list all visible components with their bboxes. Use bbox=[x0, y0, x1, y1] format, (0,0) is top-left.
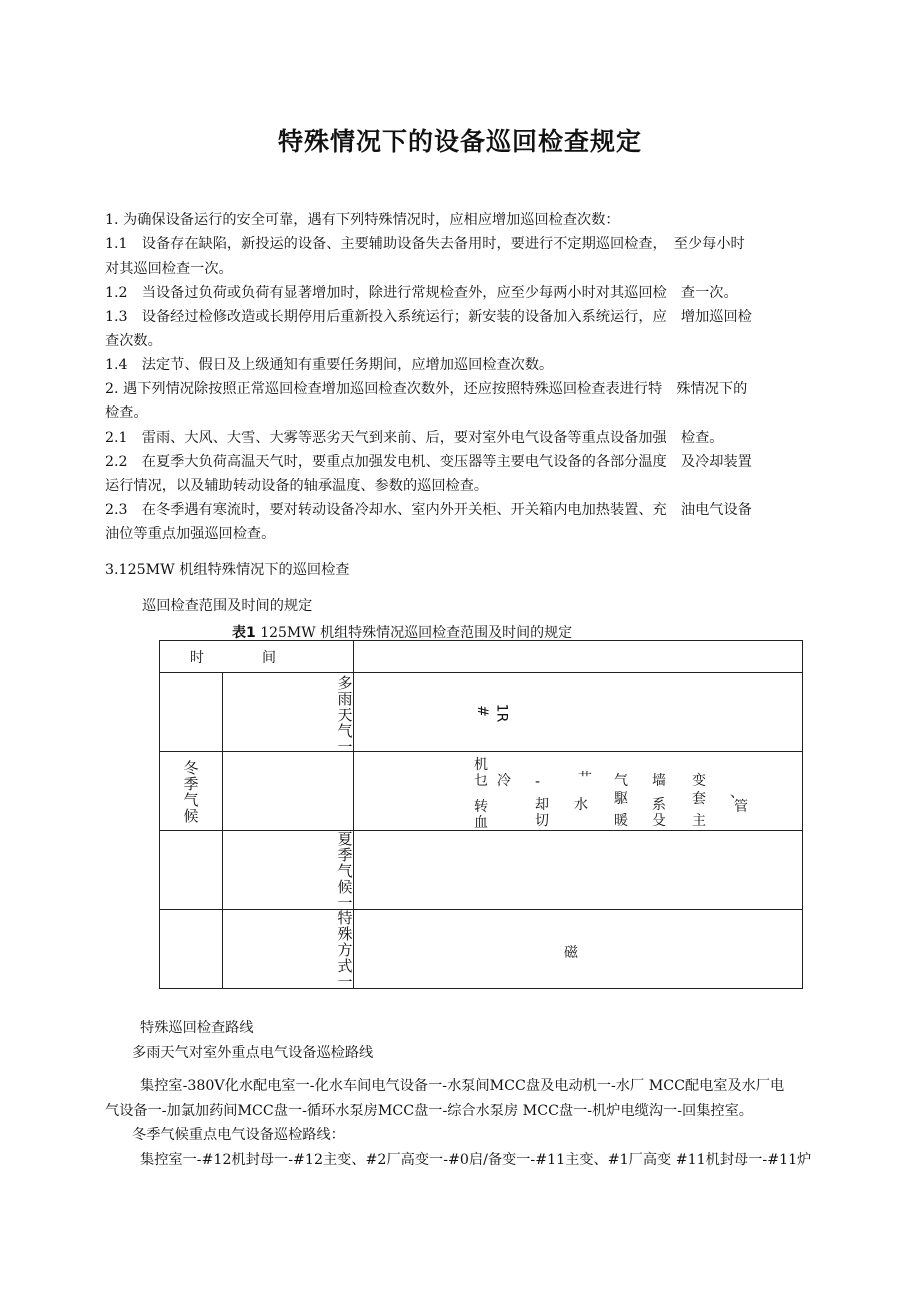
table-row bbox=[160, 831, 803, 910]
row-label-rain: 多雨天气一 bbox=[337, 674, 353, 756]
table-row bbox=[160, 673, 803, 752]
row-label-cell bbox=[160, 752, 223, 831]
winter-glyph: 冷 bbox=[497, 773, 511, 789]
winter-glyph: 变 bbox=[692, 773, 706, 789]
table-caption-label: 表1 bbox=[232, 625, 256, 641]
winter-glyph: - bbox=[535, 774, 541, 790]
inspection-table bbox=[159, 640, 803, 989]
winter-glyph: 管 bbox=[734, 799, 748, 815]
winter-glyph: 墙 bbox=[652, 773, 666, 789]
row-blank-cell bbox=[160, 831, 223, 910]
table-caption-text: 125MW 机组特殊情况巡回检查范围及时间的规定 bbox=[255, 625, 573, 641]
special-glyph: 磁 bbox=[564, 945, 578, 961]
page-title: 特殊情况下的设备巡回检查规定 bbox=[277, 127, 642, 156]
paragraph-2-3-line1: 2.3 在冬季遇有寒流时，要对转动设备冷却水、室内外开关柜、开关箱内电加热装置、充 油电气设备 bbox=[105, 502, 752, 518]
row-blank-cell bbox=[223, 752, 354, 831]
rain-route-title: 多雨天气对室外重点电气设备巡检路线 bbox=[132, 1045, 374, 1061]
paragraph-1-3-line1: 1.3 设备经过检修改造或长期停用后重新投入系统运行；新安装的设备加入系统运行，应 增加巡回检 bbox=[105, 309, 752, 325]
winter-glyph: 系 bbox=[652, 797, 666, 813]
winter-glyph: 切 bbox=[535, 813, 549, 829]
table-row bbox=[160, 752, 803, 831]
paragraph-2-2-line2: 运行情况，以及辅助转动设备的轴承温度、参数的巡回检查。 bbox=[105, 478, 489, 494]
rain-route-line1: 集控室-380V化水配电室一-化水车间电气设备一-水泵间MCC盘及电动机一-水厂 MCC配电室及水厂电 bbox=[140, 1078, 785, 1094]
winter-glyph: 主 bbox=[692, 813, 706, 829]
winter-glyph: 血 bbox=[474, 815, 488, 831]
winter-glyph: 殳 bbox=[652, 813, 666, 829]
paragraph-1-1-line1: 1.1 设备存在缺陷，新投运的设备、主要辅助设备失去备用时，要进行不定期巡回检查， 至少每小时 bbox=[105, 236, 745, 252]
winter-route-title: 冬季气候重点电气设备巡检路线： bbox=[132, 1127, 345, 1143]
row-label-cell bbox=[223, 910, 354, 989]
section-3-heading: 3.125MW 机组特殊情况下的巡回检查 bbox=[105, 562, 350, 578]
rain-route-line2: 气设备一-加氯加药间MCC盘一-循环水泵房MCC盘一-综合水泵房 MCC盘一-机炉电缆沟一-回集控室。 bbox=[105, 1103, 753, 1119]
header-empty-cell bbox=[354, 641, 803, 673]
table-row bbox=[160, 910, 803, 989]
subsection-heading: 巡回检查范围及时间的规定 bbox=[142, 598, 313, 614]
paragraph-2-1: 2.1 雷雨、大风、大雪、大雾等恶劣天气到来前、后，要对室外电气设备等重点设备加强 检查。 bbox=[105, 430, 724, 446]
winter-glyph: 套 bbox=[692, 791, 706, 807]
row-content-cell bbox=[354, 673, 803, 752]
row-label-cell bbox=[223, 831, 354, 910]
row-content-cell bbox=[354, 831, 803, 910]
header-time-label: 时间 bbox=[190, 650, 334, 666]
paragraph-1: 1. 为确保设备运行的安全可靠，遇有下列特殊情况时，应相应增加巡回检查次数： bbox=[105, 212, 620, 228]
row-blank-cell bbox=[160, 673, 223, 752]
winter-glyph: 駆 bbox=[614, 791, 628, 807]
rain-glyph-2: 1R bbox=[493, 703, 510, 723]
paragraph-2-line1: 2. 遇下列情况除按照正常巡回检查增加巡回检查次数外，还应按照特殊巡回检查表进行特 殊情况下的 bbox=[105, 381, 748, 397]
row-label-winter: 冬季气候 bbox=[183, 759, 199, 825]
winter-glyph: 机 bbox=[474, 757, 488, 773]
table-caption bbox=[232, 622, 572, 642]
winter-glyph: 乜 bbox=[474, 773, 488, 789]
paragraph-1-3-line2: 查次数。 bbox=[105, 333, 162, 349]
paragraph-1-2: 1.2 当设备过负荷或负荷有显著增加时，除进行常规检查外，应至少每两小时对其巡回检 查一次。 bbox=[105, 285, 738, 301]
row-label-summer: 夏季气候一 bbox=[337, 830, 353, 912]
winter-route-line1: 集控室一-#12机封母一-#12主变、#2厂高变一-#0启/备变一-#11主变、#1厂高变 #11机封母一-#11炉 bbox=[140, 1152, 812, 1168]
paragraph-2-line2: 检查。 bbox=[105, 405, 148, 421]
paragraph-1-4: 1.4 法定节、假日及上级通知有重要任务期间，应增加巡回检查次数。 bbox=[105, 357, 554, 373]
winter-glyph: 艹 bbox=[578, 771, 592, 787]
winter-glyph: 暖 bbox=[614, 813, 628, 829]
winter-glyph: 、 bbox=[730, 785, 744, 801]
row-label-cell bbox=[223, 673, 354, 756]
winter-glyph: 转 bbox=[474, 799, 488, 815]
paragraph-1-1-line2: 对其巡回检查一次。 bbox=[105, 261, 233, 277]
table-header-row bbox=[160, 641, 803, 673]
paragraph-2-2-line1: 2.2 在夏季大负荷高温天气时，要重点加强发电机、变压器等主要电气设备的各部分温度 及冷却装置 bbox=[105, 454, 752, 470]
row-content-cell bbox=[354, 752, 803, 831]
row-content-cell bbox=[354, 910, 803, 989]
winter-glyph: 却 bbox=[535, 797, 549, 813]
routes-heading: 特殊巡回检查路线 bbox=[140, 1020, 254, 1036]
header-time-cell bbox=[160, 641, 354, 673]
winter-glyph: 气 bbox=[614, 773, 628, 789]
row-label-special: 特殊方式一 bbox=[337, 909, 353, 991]
winter-glyph: 水 bbox=[574, 797, 588, 813]
rain-glyph-1: # bbox=[473, 705, 490, 717]
row-blank-cell bbox=[160, 910, 223, 989]
paragraph-2-3-line2: 油位等重点加强巡回检查。 bbox=[105, 526, 276, 542]
